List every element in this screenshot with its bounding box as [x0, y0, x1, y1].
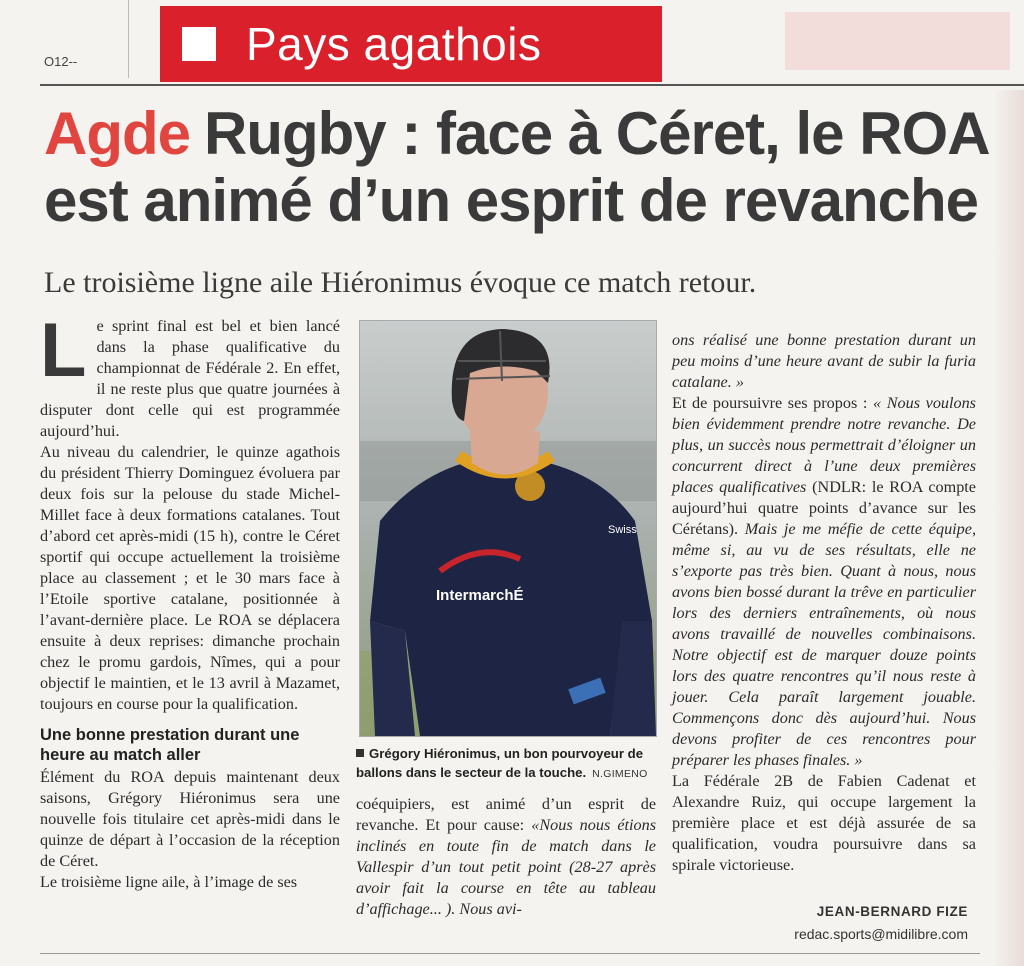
caption-text: Grégory Hiéronimus, un bon pourvoyeur de ballons dans le secteur de la touche. — [356, 746, 644, 780]
editor-note: (NDLR: le ROA compte aujourd’hui quatre points d’avance sur les Cérétans). — [672, 478, 976, 538]
square-icon — [182, 27, 216, 61]
bottom-rule — [40, 953, 980, 954]
quote: ons réalisé une bonne prestation durant un peu moins d’une heure avant de subir la furia catalane. » — [672, 331, 976, 391]
sleeve-text: Swiss — [608, 524, 637, 536]
headline-title: Rugby : face à Céret, le ROA est animé d’un esprit de revanche — [44, 100, 988, 235]
player-photo — [359, 320, 657, 737]
quote: « Nous voulons bien évidemment prendre notre revanche. De plus, un succès nous permettrait d’éloigner un concurrent direct à l’une deux premières places qualificatives — [672, 394, 976, 496]
intertitle: Une bonne prestation durant une heure au match aller — [40, 726, 300, 764]
header-divider — [128, 0, 129, 78]
paragraph-text: coéquipiers, est animé d’un esprit de revanche. Et pour cause: — [356, 795, 656, 834]
photo-caption — [356, 744, 656, 784]
headline-kicker: Agde — [44, 100, 190, 167]
paragraph — [672, 393, 976, 771]
headline — [44, 100, 1004, 234]
caption-bullet-icon — [356, 749, 364, 757]
byline: JEAN-BERNARD FIZE — [816, 904, 968, 919]
author-email: redac.sports@midilibre.com — [794, 926, 968, 942]
paragraph: La Fédérale 2B de Fabien Cadenat et Alexandre Ruiz, qui occupe largement la première place et est déjà assurée de sa qualification, voudra poursuivre dans sa spirale victorieuse. — [672, 772, 976, 874]
photo-credit: N.GIMENO — [592, 768, 648, 780]
drop-cap: L — [40, 308, 87, 393]
header-rule — [40, 84, 1024, 86]
paragraph: Élément du ROA depuis maintenant deux saisons, Grégory Hiéronimus sera une nouvelle fois titulaire cet après-midi dans le quinze de départ à l’occasion de la réception de Céret. — [40, 768, 340, 870]
subtitle: Le troisième ligne aile Hiéronimus évoque ce match retour. — [44, 266, 757, 299]
paragraph: Au niveau du calendrier, le quinze agathois du président Thierry Dominguez évoluera par deux fois sur la pelouse du stade Michel-Millet face à deux formations catalanes. Tout d’abord cet après-midi (15 h), contre le Céret sportif qui occupe actuellement la troisième place au classement ; et le 30 mars face à l’Etoile sportive catalane, positionnée à l’avant-dernière place. Le ROA se déplacera ensuite à deux reprises: dimanche prochain chez le promu gardois, Nîmes, qui a pour objectif le maintien, et le 13 avril à Mazamet, toujours en course pour la qualification. — [40, 443, 340, 713]
page-edge — [994, 90, 1024, 966]
paragraph-text: Et de poursuivre ses propos : — [672, 394, 873, 412]
article-column-2 — [356, 794, 656, 920]
article-column-1 — [40, 308, 340, 893]
jersey-sponsor: IntermarchÉ — [436, 587, 524, 604]
paragraph — [356, 794, 656, 920]
paragraph: Le troisième ligne aile, à l’image de ses — [40, 873, 298, 891]
edition-code: O12-- — [44, 54, 78, 69]
quote: Mais je me méfie de cette équipe, même si, au vu de ses résultats, elle ne s’exporte pas très bien. Quant à nous, nous avons bien bossé durant la trêve en particulier lors des derniers entraînements, où nous avons travaillé de nouvelles combinaisons. Notre objectif est de marquer douze points lors des quatre rencontres qu’il nous reste à jouer. Cela paraît largement jouable. Commençons donc dès aujourd’hui. Nous devons profiter de ces rencontres pour préparer les phases finales. » — [672, 520, 976, 769]
quote: «Nous nous étions inclinés en toute fin de match dans le Vallespir d’un tout petit point (28-27 après avoir fait la course en tête au tableau d’affichage... ). Nous avi- — [356, 816, 656, 918]
section-title: Pays agathois — [246, 18, 542, 70]
paragraph — [672, 330, 976, 393]
article-column-3 — [672, 330, 976, 876]
paragraph: e sprint final est bel et bien lancé dans la phase qualificative du championnat de Fédérale 2. En effet, il ne reste plus que quatre journées à disputer dont celle qui est programmée aujourd’hui. — [40, 317, 340, 440]
bleed-through — [785, 12, 1010, 70]
section-rubric — [160, 6, 662, 82]
